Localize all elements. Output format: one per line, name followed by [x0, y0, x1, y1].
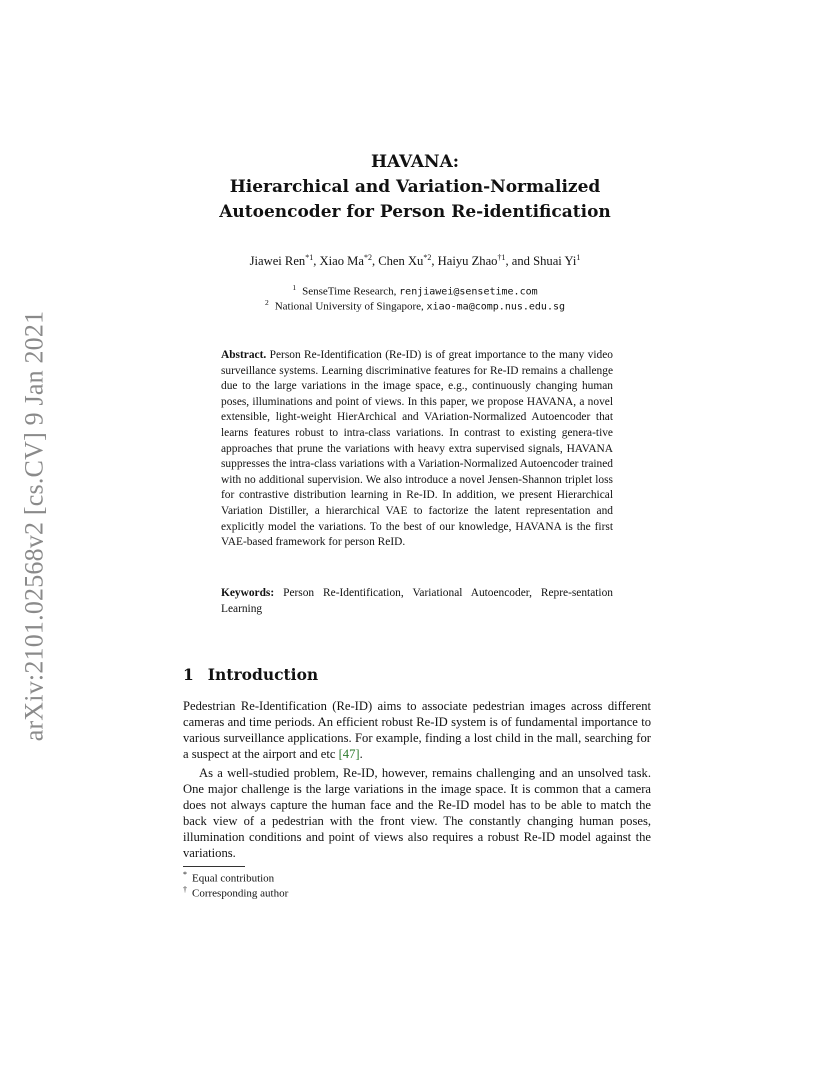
arxiv-stamp-text: arXiv:2101.02568v2 [cs.CV] 9 Jan 2021 — [19, 310, 49, 742]
affiliation-text: SenseTime Research, — [302, 285, 400, 298]
keywords — [221, 586, 613, 617]
affiliation-text: National University of Singapore, — [274, 300, 427, 313]
affiliation-2 — [150, 298, 680, 313]
paragraph-end: . — [359, 747, 363, 762]
paragraph-text: As a well-studied problem, Re-ID, however, remains challenging and an unsolved task. One major challenge is the large variations in the image space. It is common that a camera does not always capture the human face and the Re-ID model has to be able to match the back view of a pedestrian with the front view. The constantly changing human poses, illumination conditions and point of views also requires a robust Re-ID model against the variations. — [183, 766, 651, 861]
keywords-text: Person Re-Identification, Variational Autoencoder, Repre-sentation Learning — [221, 587, 613, 615]
footnote-divider — [183, 866, 245, 867]
paragraph-text: Pedestrian Re-Identification (Re-ID) aims to associate pedestrian images across different cameras and time periods. An efficient robust Re-ID system is of fundamental importance to various surveillance applications. For example, finding a lost child in the mall, searching for a suspect at the airport and etc — [183, 699, 651, 762]
author-mark: 1 — [576, 253, 581, 262]
abstract-label: Abstract. — [221, 349, 267, 361]
author-mark: *2 — [363, 253, 372, 262]
title-line-1: HAVANA: — [370, 152, 460, 172]
footnote-mark: * — [183, 870, 187, 879]
title-line-3: Autoencoder for Person Re-identification — [219, 202, 611, 222]
author-name: Shuai Yi — [533, 254, 577, 269]
author-name: Haiyu Zhao — [437, 254, 498, 269]
paragraph-2 — [183, 765, 651, 862]
abstract — [221, 348, 613, 551]
affiliation-email[interactable]: xiao-ma@comp.nus.edu.sg — [426, 301, 566, 313]
section-number: 1 — [183, 665, 194, 684]
abstract-text: Person Re-Identification (Re-ID) is of great importance to the many video surveillance systems. Learning discriminative features for Re-ID remains a challenge due to the large variations in the image space, e.g., continuously changing human poses, illuminations and point of views. In this paper, we propose HAVANA, a novel extensible, light-weight HierArchical and VAriation-Normalized Autoencoder that learns features robust to intra-class variations. In contrast to existing genera-tive approaches that prune the variations with heavy extra supervised signals, HAVANA suppresses the intra-class variations with a Variation-Normalized Autoencoder trained with no additional supervision. We also introduce a novel Jensen-Shannon triplet loss for contrastive distribution learning in Re-ID. In addition, we present Hierarchical Variation Distiller, a hierarchical VAE to factorize the latent representation and explicitly model the variations. To the best of our knowledge, HAVANA is the first VAE-based framework for person ReID. — [221, 349, 613, 549]
footnote-text: Corresponding author — [192, 887, 289, 900]
footnote-1 — [183, 870, 274, 885]
affiliation-number: 2 — [264, 298, 269, 307]
footnote-2 — [183, 885, 288, 900]
citation-link[interactable]: [47] — [338, 747, 360, 762]
title-line-2: Hierarchical and Variation-Normalized — [229, 177, 601, 197]
arxiv-identifier — [16, 296, 52, 756]
section-heading-introduction — [183, 665, 318, 684]
author-mark: *2 — [423, 253, 432, 262]
author-name: Xiao Ma — [319, 254, 364, 269]
author-name: Chen Xu — [378, 254, 424, 269]
author-mark: *1 — [305, 253, 314, 262]
author-mark: †1 — [497, 253, 506, 262]
footnote-text: Equal contribution — [192, 872, 275, 885]
affiliation-1 — [150, 283, 680, 298]
keywords-label: Keywords: — [221, 587, 275, 599]
paragraph-1 — [183, 698, 651, 762]
footnote-mark: † — [183, 885, 187, 894]
affiliation-number: 1 — [292, 283, 297, 292]
section-title: Introduction — [207, 665, 319, 684]
author-name: Jiawei Ren — [249, 254, 306, 269]
paper-title — [180, 150, 650, 225]
author-list: Jiawei Ren$^{*1}$, Xiao Ma$^{*2}$, Chen Xu$^{*2}$, Haiyu Zhao$^{\dagger 1}$, and Shuai Yi$^1$ — [249, 253, 581, 269]
affiliation-email[interactable]: renjiawei@sensetime.com — [399, 286, 538, 298]
